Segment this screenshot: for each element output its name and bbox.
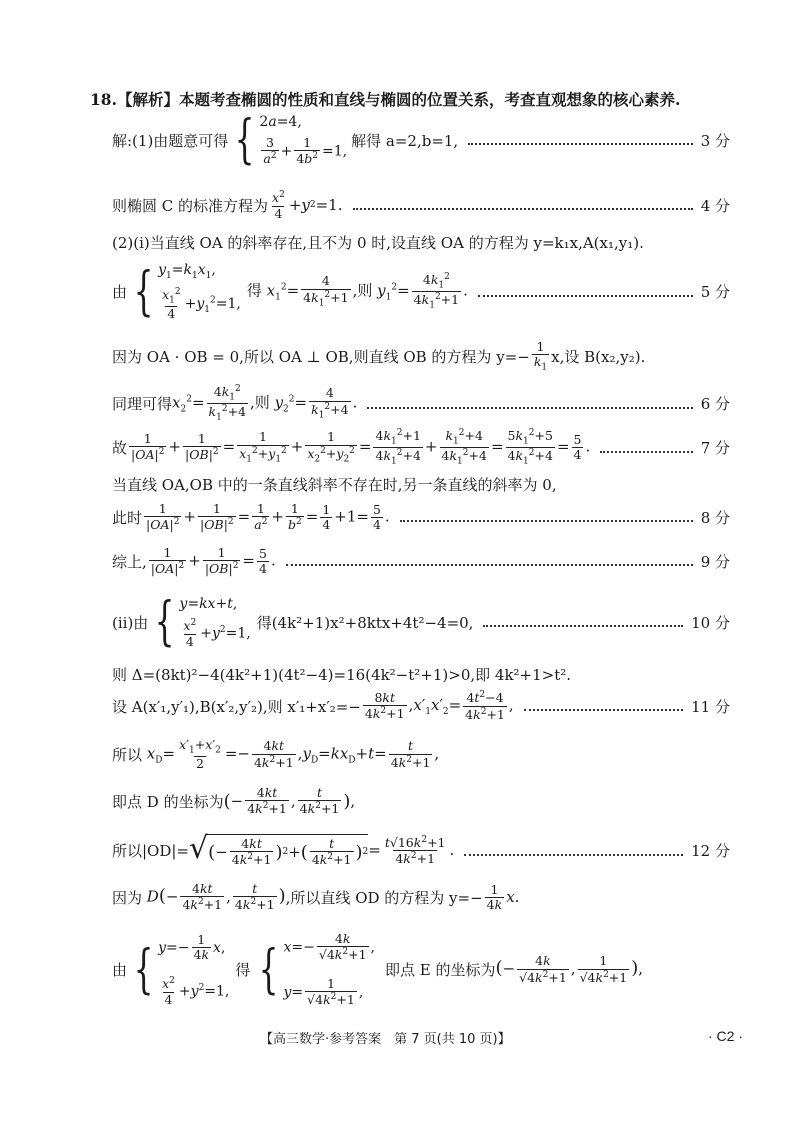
text: 同理可得: [112, 395, 173, 413]
text: 即点 D 的坐标为: [112, 792, 224, 811]
point-d-line: 即点 D 的坐标为 ( − $\frac{4kt}{4k^2+1}$ , $\frac{t}{4k^2+1}$ ) ,: [112, 785, 356, 817]
heading: 18.【解析】本题考查椭圆的性质和直线与椭圆的位置关系，考查直观想象的核心素养.: [90, 90, 681, 109]
part2ii-system: (ⅱ)由 { y=kx+t, $\frac{x^2}{4}$ $+y^2=1$, 得(4k²+1)x²+8ktx+4t²−4=0, 10 分: [112, 592, 730, 653]
score: 7 分: [700, 439, 730, 457]
point-e-line: 由 { y=− $\frac{1}{4k}$ x, $\frac{x^2}{4}$ $+y^2=1$, 得 { x=− $\frac{4k}{√4k^2+1}$ , y= $\frac{1}{√4k^2+1}$ , 即点 E 的坐标为 (− $\frac{4k}{√4k^2+1}$ , $\frac{1}{√4k^2+1}$ ),: [112, 931, 644, 1008]
score: 9 分: [700, 552, 730, 571]
text: 则椭圆 C 的标准方程为: [112, 196, 269, 215]
text: 综上,: [112, 552, 147, 571]
text: 由: [112, 961, 128, 980]
score: 11 分: [691, 697, 730, 716]
conclusion-line: 综上, $\frac{1}{|OA|^2}$ + $\frac{1}{|OB|^2}$ = $\frac{5}{4}$ . 9 分: [112, 545, 730, 577]
equation-system: { 2a=4, $\frac{3}{a^2}$ + $\frac{1}{4b^2}$ =1,: [234, 110, 348, 171]
text: 解得 a=2,b=1,: [351, 131, 459, 150]
od-length-line: 所以|OD|= √ ( − $\frac{4kt}{4k^2+1}$ ) 2 + ( $\frac{t}{4k^2+1}$ ) 2 = $\frac{t√16k^2+1}{4k^2+1}$ . 12 分: [112, 831, 730, 868]
special-case: 当直线 OA,OB 中的一条直线斜率不存在时,另一条直线的斜率为 0,: [112, 476, 557, 494]
text: 因为 OA · OB = 0,所以 OA ⊥ OB,则直线 OB 的方程为 y=−: [112, 348, 530, 367]
text: 解:(1)由题意可得: [112, 131, 229, 150]
sum-line: 故 $\frac{1}{|OA|^2}$ + $\frac{1}{|OB|^2}$ = $\frac{1}{x_1^2+y_1^2}$ + $\frac{1}{x_2^2+y_2^2}$ = $\frac{4k_1^2+1}{4k_1^2+4}$ + $\frac{k_1^2+4}{4k_1^2+4}$ = $\frac{5k_1^2+5}{4k_1^2+4}$ = $\frac{5}{4}$ . 7 分: [112, 428, 730, 467]
solution-part1: [112, 110, 730, 171]
text: ,所以直线 OD 的方程为 y=−: [285, 888, 483, 907]
score: 4 分: [700, 196, 730, 215]
perpendicular-line: 因为 OA · OB = 0,所以 OA ⊥ OB,则直线 OB 的方程为 y=− $\frac{1}{k_1}$ x,设 B(x₂,y₂).: [112, 339, 646, 373]
score: 6 分: [700, 395, 730, 413]
page-footer: 【高三数学·参考答案 第 7 页(共 10 页)】: [260, 1032, 511, 1047]
text: 所以: [112, 746, 143, 765]
page-code: · C2 ·: [708, 1028, 743, 1044]
discriminant-line: 则 Δ=(8kt)²−4(4k²+1)(4t²−4)=16(4k²−t²+1)>0,即 4k²+1>t².: [112, 666, 572, 684]
score: 5 分: [700, 283, 730, 302]
special-value-line: 此时 $\frac{1}{|OA|^2}$ + $\frac{1}{|OB|^2}$ = $\frac{1}{a^2}$ + $\frac{1}{b^2}$ = $\frac{1}{4}$ +1= $\frac{5}{4}$ . 8 分: [112, 501, 730, 533]
ellipse-equation-line: 则椭圆 C 的标准方程为 $\frac{x^2}{4}$ + y 2 =1. 4 分: [112, 190, 730, 221]
text: 设 A(x′₁,y′₁),B(x′₂,y′₂),则 x′₁+x′₂=−: [112, 697, 361, 716]
text: 由: [112, 283, 128, 302]
score: 12 分: [691, 842, 730, 861]
text: 所以|OD|=: [112, 842, 189, 861]
part2-intro: (2)(ⅰ)当直线 OA 的斜率存在,且不为 0 时,设直线 OA 的方程为 y=k₁x,A(x₁,y₁).: [112, 234, 644, 252]
text: 得(4k²+1)x²+8ktx+4t²−4=0,: [256, 613, 474, 632]
score: 3 分: [700, 131, 730, 150]
od-line-eq: 因为 D(− $\frac{4kt}{4k^2+1}$ , $\frac{t}{4k^2+1}$ ) ,所以直线 OD 的方程为 y=− $\frac{1}{4k}$ x.: [112, 881, 520, 913]
text: 因为: [112, 888, 143, 907]
text: 故: [112, 439, 128, 457]
system-line: 由 { $y_1=k_1x_1$, $\frac{x_1^2}{4}$ $+y_1^2=1$, 得 $x_1^2=$ $\frac{4}{4k_1^2+1}$ ,则 $y_1^2=$ $\frac{4k_1^2}{4k_1^2+1}$ . 5 分: [112, 261, 730, 322]
score: 8 分: [700, 508, 730, 527]
text: 即点 E 的坐标为: [385, 961, 496, 980]
midpoint-line: 所以 $x_D=$ $\frac{x'_1+x'_2}{2}$ =− $\frac{4kt}{4k^2+1}$ $,y_D=kx_D+t=$ $\frac{t}{4k^2+1}$ ,: [112, 737, 440, 771]
text: x,设 B(x₂,y₂).: [551, 348, 646, 367]
score: 10 分: [691, 613, 730, 632]
vieta-line: 设 A(x′₁,y′₁),B(x′₂,y′₂),则 x′₁+x′₂=− $\frac{8kt}{4k^2+1}$ $,x'_1x'_2=$ $\frac{4t^2-4}{4k^2+1}$ , 11 分: [112, 689, 730, 722]
text: 得: [235, 961, 251, 980]
similar-line: 同理可得 $x_2^2=$ $\frac{4k_1^2}{k_1^2+4}$ ,则 $y_2^2=$ $\frac{4}{k_1^2+4}$ . 6 分: [112, 384, 730, 423]
text: (ⅱ)由: [112, 613, 149, 632]
text: 此时: [112, 508, 143, 527]
